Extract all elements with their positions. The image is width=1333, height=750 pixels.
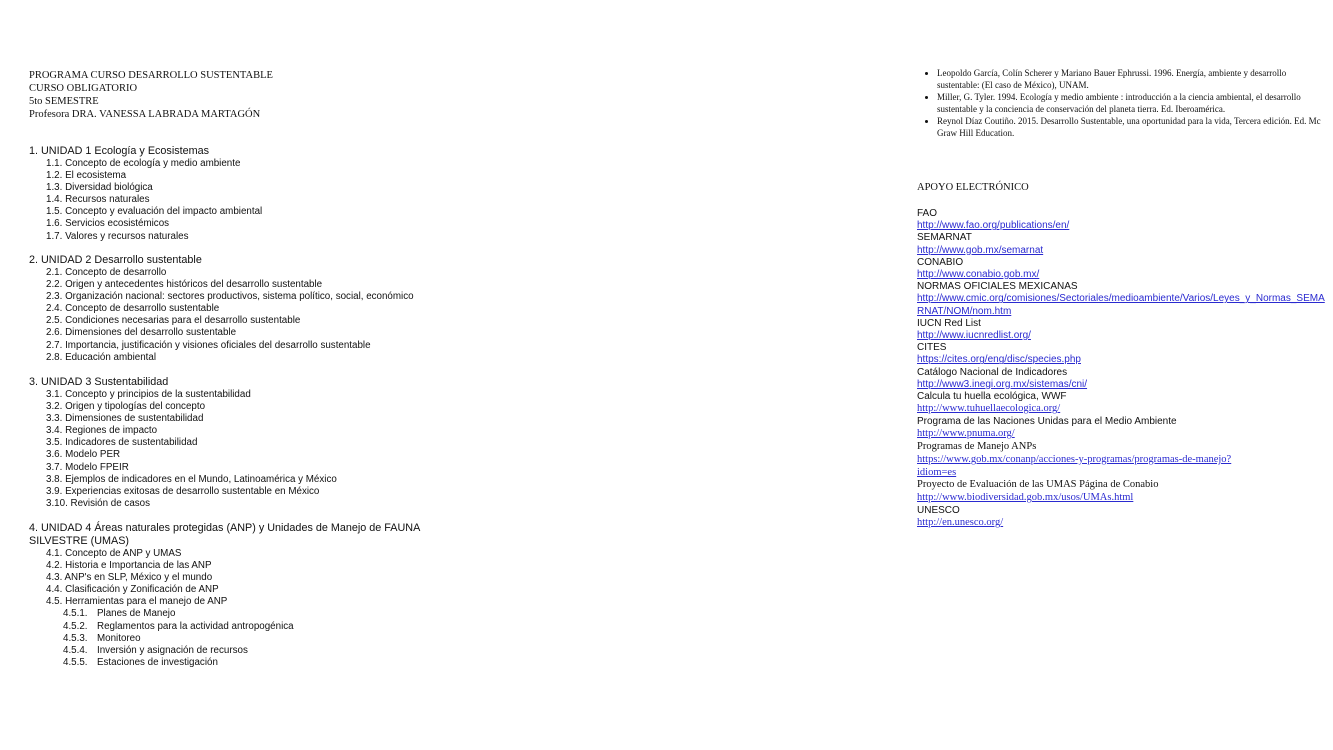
unit-subitem	[29, 608, 459, 620]
subitem-text: Estaciones de investigación	[97, 656, 218, 668]
bibliography-continued	[917, 68, 1329, 141]
bibliography-list	[917, 68, 1329, 140]
unit-item: 3.6. Modelo PER	[46, 449, 121, 461]
bibliography-entry: • Leopoldo García, Colín Scherer y Mariano Bauer Ephrussi. 1996. Energía, ambiente y desarrollo sustentable: (El caso de México), UNAM.	[937, 68, 1329, 91]
unit-item: 2.7. Importancia, justificación y visiones oficiales del desarrollo sustentable	[46, 339, 371, 351]
unit-item: 1.3. Diversidad biológica	[46, 182, 153, 194]
unit-subitem	[29, 645, 459, 657]
unit-item: 4.1. Concepto de ANP y UMAS	[46, 548, 182, 559]
unit-3	[29, 376, 479, 510]
unit-title: 4. UNIDAD 4 Áreas naturales protegidas (ANP) y Unidades de Manejo de FAUNA SILVESTRE (UMAS)	[29, 522, 420, 547]
subitem-number: 4.5.2.	[63, 620, 88, 632]
unit-subitem	[29, 633, 459, 645]
unit-title: 1. UNIDAD 1 Ecología y Ecosistemas	[29, 145, 210, 157]
unit-item: 2.5. Condiciones necesarias para el desarrollo sustentable	[46, 315, 301, 327]
resource-label-pnuma: Programa de las Naciones Unidas para el Medio Ambiente	[917, 416, 1177, 428]
subitem-text: Planes de Manejo	[97, 608, 176, 620]
resource-label-iucn: IUCN Red List	[917, 317, 981, 329]
link-pnuma[interactable]: http://www.pnuma.org/	[917, 428, 1015, 440]
unit-item: 4.3. ANP's en SLP, México y el mundo	[46, 572, 213, 584]
unit-item: 2.8. Educación ambiental	[46, 351, 157, 363]
professor: Profesora DRA. VANESSA LABRADA MARTAGÓN	[29, 109, 261, 120]
unit-item: 4.4. Clasificación y Zonificación de ANP	[46, 584, 219, 596]
resource-label-conabio: CONABIO	[917, 256, 964, 268]
unit-item: 3.7. Modelo FPEIR	[46, 461, 129, 473]
unit-subitem	[29, 657, 459, 669]
course-type: CURSO OBLIGATORIO	[29, 83, 138, 94]
unit-item: 1.4. Recursos naturales	[46, 194, 150, 206]
link-nom[interactable]: http://www.cmic.org/comisiones/Sectoriales/medioambiente/Varios/Leyes_y_Normas_SEMARNAT/NOM/nom.htm	[917, 293, 1325, 317]
subitem-number: 4.5.4.	[63, 644, 88, 656]
subitem-text: Monitoreo	[97, 632, 141, 644]
resource-label-inegi: Catálogo Nacional de Indicadores	[917, 366, 1068, 378]
electronic-resources-heading: APOYO ELECTRÓNICO	[917, 182, 1029, 193]
unit-item: 2.4. Concepto de desarrollo sustentable	[46, 303, 220, 315]
bibliography-entry: • Miller, G. Tyler. 1994. Ecología y medio ambiente : introducción a la ciencia ambiental, el desarrollo sustentable y la conciencia de conservación del planeta tierra. Ed. Iberoamérica.	[937, 92, 1329, 115]
resource-label-semarnat: SEMARNAT	[917, 232, 972, 244]
unit-item: 1.6. Servicios ecosistémicos	[46, 218, 170, 230]
resource-label-umas: Proyecto de Evaluación de las UMAS Página de Conabio	[917, 479, 1159, 491]
resource-label-nom: NORMAS OFICIALES MEXICANAS	[917, 281, 1078, 293]
unit-item: 3.5. Indicadores de sustentabilidad	[46, 437, 198, 449]
link-fao[interactable]: http://www.fao.org/publications/en/	[917, 220, 1070, 232]
unit-item: 3.4. Regiones de impacto	[46, 425, 158, 437]
unit-item: 1.5. Concepto y evaluación del impacto ambiental	[46, 206, 263, 218]
program-title: PROGRAMA CURSO DESARROLLO SUSTENTABLE	[29, 70, 273, 81]
subitem-number: 4.5.1.	[63, 608, 88, 620]
resource-label-fao: FAO	[917, 208, 938, 219]
link-semarnat[interactable]: http://www.gob.mx/semarnat	[917, 244, 1044, 256]
link-conabio[interactable]: http://www.conabio.gob.mx/	[917, 269, 1040, 281]
resource-label-huella: Calcula tu huella ecológica, WWF	[917, 391, 1067, 403]
unit-item: 3.9. Experiencias exitosas de desarrollo sustentable en México	[46, 485, 320, 497]
subitem-number: 4.5.5.	[63, 656, 88, 668]
resource-label-anp: Programas de Manejo ANPs	[917, 441, 1037, 453]
subitem-text: Reglamentos para la actividad antropogénica	[97, 620, 294, 632]
unit-item: 2.2. Origen y antecedentes históricos del desarrollo sustentable	[46, 279, 323, 291]
unit-item: 2.1. Concepto de desarrollo	[46, 267, 167, 278]
link-huella[interactable]: http://www.tuhuellaecologica.org/	[917, 403, 1061, 415]
resource-label-unesco: UNESCO	[917, 505, 960, 517]
electronic-resources	[917, 208, 1329, 530]
unit-item: 3.10. Revisión de casos	[46, 497, 151, 509]
unit-1	[29, 145, 479, 243]
subitem-text: Inversión y asignación de recursos	[97, 644, 248, 656]
resource-label-cites: CITES	[917, 342, 947, 354]
unit-title: 2. UNIDAD 2 Desarrollo sustentable	[29, 254, 202, 266]
unit-item: 2.6. Dimensiones del desarrollo sustentable	[46, 327, 237, 339]
unit-item: 3.3. Dimensiones de sustentabilidad	[46, 413, 204, 425]
unit-title: 3. UNIDAD 3 Sustentabilidad	[29, 376, 169, 388]
link-umas[interactable]: http://www.biodiversidad.gob.mx/usos/UMAs.html	[917, 492, 1134, 504]
unit-item: 1.1. Concepto de ecología y medio ambiente	[46, 158, 241, 169]
link-unesco[interactable]: http://en.unesco.org/	[917, 517, 1004, 529]
electronic-resources-heading-wrap	[917, 181, 1329, 194]
unit-item: 2.3. Organización nacional: sectores productivos, sistema político, social, económico	[46, 291, 414, 303]
link-anp[interactable]: https://www.gob.mx/conanp/acciones-y-programas/programas-de-manejo?idiom=es	[917, 453, 1232, 478]
unit-item: 4.5. Herramientas para el manejo de ANP	[46, 596, 228, 608]
unit-item: 4.2. Historia e Importancia de las ANP	[46, 560, 212, 572]
unit-item: 3.1. Concepto y principios de la sustentabilidad	[46, 389, 251, 400]
semester: 5to SEMESTRE	[29, 96, 99, 107]
unit-item: 1.7. Valores y recursos naturales	[46, 230, 189, 242]
course-header	[29, 69, 479, 121]
unit-subitem	[29, 621, 459, 633]
unit-item: 1.2. El ecosistema	[46, 170, 127, 182]
link-inegi[interactable]: http://www3.inegi.org.mx/sistemas/cni/	[917, 378, 1088, 390]
link-iucn[interactable]: http://www.iucnredlist.org/	[917, 330, 1031, 342]
unit-4	[29, 522, 459, 669]
subitem-number: 4.5.3.	[63, 632, 88, 644]
link-cites[interactable]: https://cites.org/eng/disc/species.php	[917, 354, 1081, 366]
unit-item: 3.2. Origen y tipologías del concepto	[46, 401, 206, 413]
unit-2	[29, 254, 479, 364]
bibliography-entry: • Reynol Díaz Coutiño. 2015. Desarrollo Sustentable, una oportunidad para la vida, Tercera edición. Ed. Mc Graw Hill Education.	[937, 116, 1329, 139]
unit-item: 3.8. Ejemplos de indicadores en el Mundo, Latinoamérica y México	[46, 473, 337, 485]
